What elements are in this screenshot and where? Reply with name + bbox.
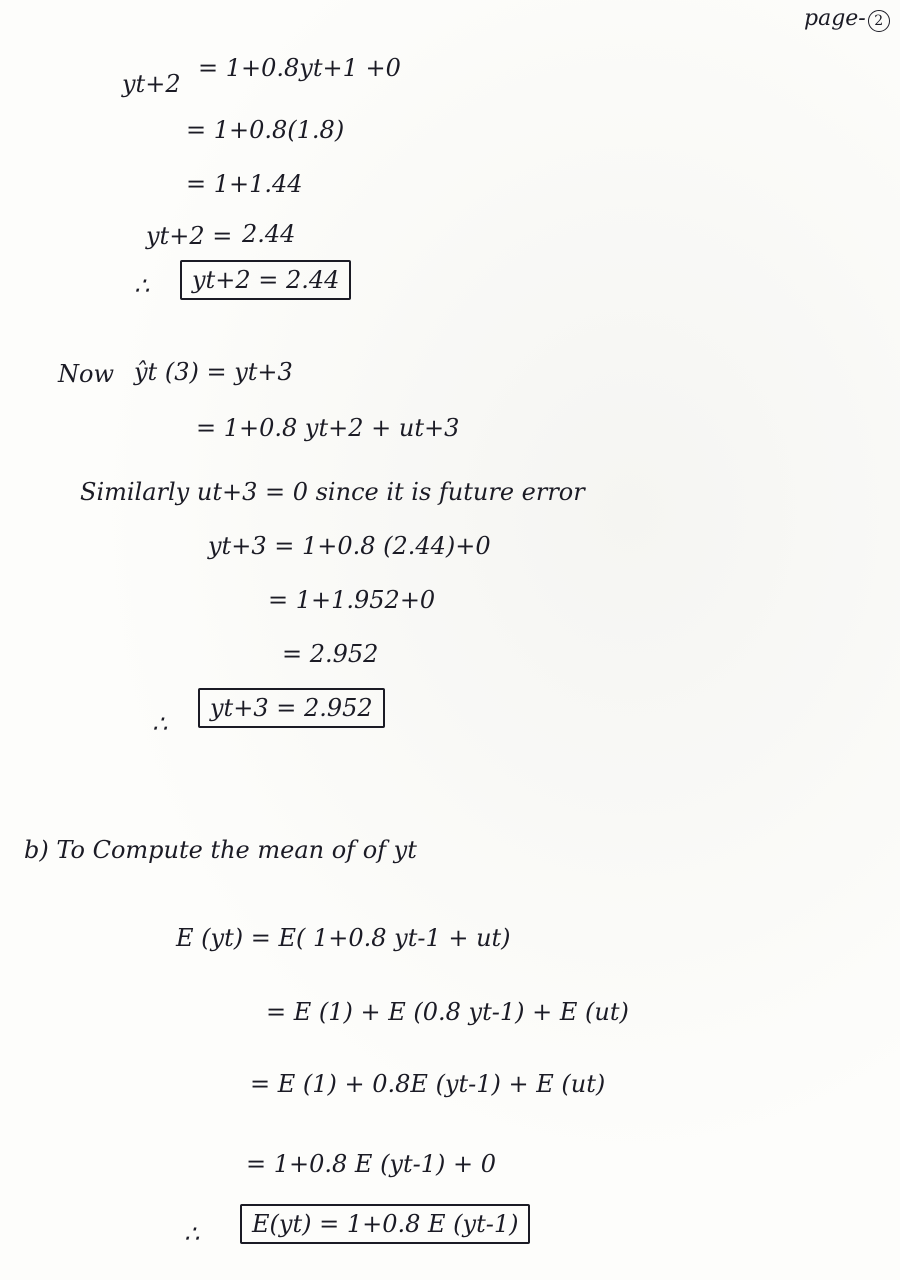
boxed-result-mean: E(yt) = 1+0.8 E (yt-1) [240,1204,530,1244]
page-number-circle: 2 [868,10,890,32]
therefore-symbol-2: ∴ [152,710,168,738]
expectation-line-3: = E (1) + 0.8E (yt-1) + E (ut) [250,1070,606,1098]
step4-lhs: yt+2 = [146,222,233,250]
expectation-line-1: E (yt) = E( 1+0.8 yt-1 + ut) [176,924,511,952]
step1-rhs: = 1+0.8yt+1 +0 [198,54,401,82]
part-b-heading: b) To Compute the mean of of yt [24,836,417,864]
calc-line-1: yt+3 = 1+0.8 (2.44)+0 [208,532,491,560]
calc-line-3: = 2.952 [282,640,379,668]
step3-rhs: = 1+1.44 [186,170,303,198]
therefore-symbol-1: ∴ [134,272,150,300]
expansion-line: = 1+0.8 yt+2 + ut+3 [196,414,460,442]
expectation-line-4: = 1+0.8 E (yt-1) + 0 [246,1150,497,1178]
expectation-line-2: = E (1) + E (0.8 yt-1) + E (ut) [266,998,629,1026]
forecast-definition: ŷt (3) = yt+3 [134,358,293,386]
therefore-symbol-3: ∴ [184,1220,200,1248]
calc-line-2: = 1+1.952+0 [268,586,436,614]
now-label: Now [58,360,114,388]
boxed-result-yt2: yt+2 = 2.44 [180,260,351,300]
step1-lhs: yt+2 [122,70,181,98]
similarly-note: Similarly ut+3 = 0 since it is future error [80,478,585,506]
step4-rhs: 2.44 [242,220,296,248]
boxed-result-yt3: yt+3 = 2.952 [198,688,385,728]
step2-rhs: = 1+0.8(1.8) [186,116,345,144]
page-number-label [804,8,890,32]
page-label-text: page- [804,6,866,31]
